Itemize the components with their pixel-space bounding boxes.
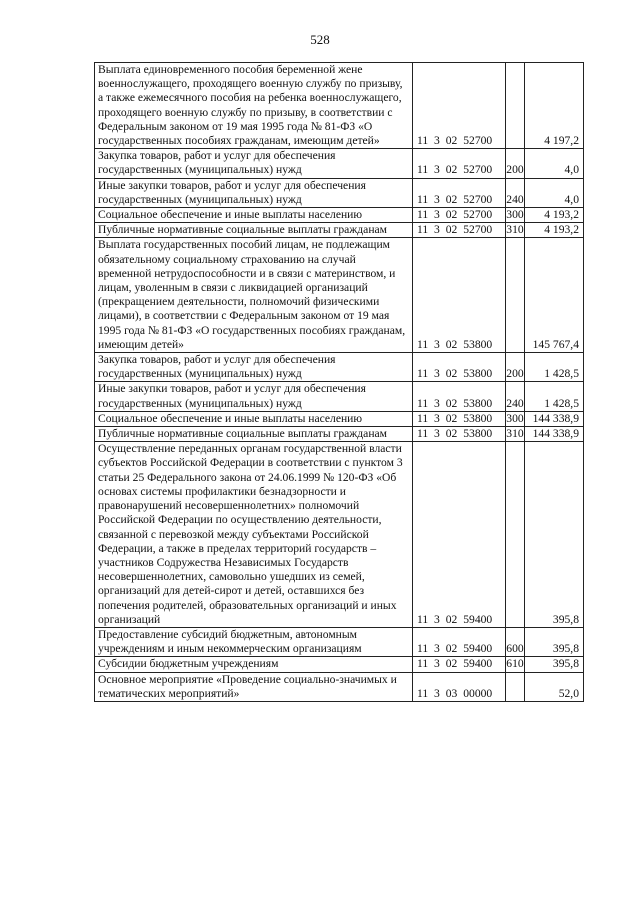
row-name-cell: Выплата единовременного пособия беременной жене военнослужащего, проходящего военную службу по призыву, а также ежемесячного пособия на ребенка военнослужащего, проходящего военную службу по призыву, в соответствии с Федеральным законом от 19 мая 1995 года № 81-ФЗ «О государственных пособиях гражданам, имеющим детей» [95,63,413,149]
row-code-cell: 11 3 02 52700 [413,208,506,223]
table-row [95,178,584,207]
row-type-cell: 310 [506,223,524,237]
row-type-cell [506,672,525,701]
row-type-cell: 200 [506,353,525,382]
table-row [95,657,584,672]
row-code-cell: 11 3 02 53800 [413,382,506,411]
table-row [95,627,584,656]
row-code-cell: 11 3 02 53800 [413,238,506,353]
page-number: 528 [310,32,330,47]
row-name-cell: Выплата государственных пособий лицам, не подлежащим обязательному социальному страхованию на случай временной нетрудоспособности и в связи с материнством, и лицам, уволенным в связи с ликвидацией организаций (прекращением деятельности, полномочий физическими лицами), в соответствии с Федеральным законом от 19 мая 1995 года № 81-ФЗ «О государственных пособиях гражданам, имеющим детей» [95,238,413,353]
row-name-cell: Социальное обеспечение и иные выплаты населению [95,208,413,223]
row-amount-cell: 395,8 [525,657,584,672]
row-name-cell: Предоставление субсидий бюджетным, автономным учреждениям и иным некоммерческим организациям [95,627,413,656]
row-name-cell: Осуществление переданных органам государственной власти субъектов Российской Федерации в соответствии с пунктом 3 статьи 25 Федерального закона от 24.06.1999 № 120-ФЗ «Об основах системы профилактики безнадзорности и правонарушений несовершеннолетних» полномочий Российской Федерации по осуществлению деятельности, связанной с перевозкой между субъектами Российской Федерации, а также в пределах территорий государств – участников Содружества Независимых Государств несовершеннолетних, самовольно ушедших из семей, организаций для детей-сирот и детей, оставшихся без попечения родителей, образовательных организаций и иных организаций [95,442,413,628]
table-row [95,427,584,442]
row-code-cell: 11 3 02 53800 [413,427,506,442]
row-type-cell: 240 [506,178,525,207]
row-name-cell: Публичные нормативные социальные выплаты гражданам [95,427,413,442]
row-name-cell: Социальное обеспечение и иные выплаты населению [95,411,413,426]
table-row [95,238,584,353]
row-name-cell: Иные закупки товаров, работ и услуг для обеспечения государственных (муниципальных) нужд [95,178,413,207]
row-amount-cell: 395,8 [525,442,584,628]
row-code-cell: 11 3 02 59400 [413,657,506,672]
table-row [95,208,584,223]
row-type-cell: 610 [506,657,524,671]
row-code-cell: 11 3 02 59400 [413,442,506,628]
row-name-cell: Закупка товаров, работ и услуг для обеспечения государственных (муниципальных) нужд [95,149,413,178]
row-name-cell: Основное мероприятие «Проведение социально-значимых и тематических мероприятий» [95,672,413,701]
row-type-cell [506,442,525,628]
budget-table [94,62,584,702]
row-code-cell: 11 3 02 52700 [413,178,506,207]
table-row [95,442,584,628]
row-type-cell: 310 [506,427,524,441]
row-amount-cell: 4 193,2 [525,208,584,223]
row-type-cell: 240 [506,382,525,411]
row-code-cell: 11 3 03 00000 [413,672,506,701]
row-name-cell: Публичные нормативные социальные выплаты гражданам [95,223,413,238]
row-type-cell: 200 [506,149,525,178]
row-type-cell [506,63,525,149]
table-row [95,382,584,411]
row-code-cell: 11 3 02 53800 [413,411,506,426]
table-row [95,223,584,238]
row-name-cell: Иные закупки товаров, работ и услуг для обеспечения государственных (муниципальных) нужд [95,382,413,411]
table-body [95,63,584,702]
row-amount-cell: 52,0 [525,672,584,701]
row-name-cell: Субсидии бюджетным учреждениям [95,657,413,672]
row-type-cell: 300 [506,208,524,222]
row-code-cell: 11 3 02 52700 [413,149,506,178]
table-row [95,63,584,149]
row-code-cell: 11 3 02 59400 [413,627,506,656]
row-code-cell: 11 3 02 52700 [413,223,506,238]
row-amount-cell: 1 428,5 [525,353,584,382]
row-amount-cell: 4,0 [525,149,584,178]
row-amount-cell: 145 767,4 [525,238,584,353]
row-name-cell: Закупка товаров, работ и услуг для обеспечения государственных (муниципальных) нужд [95,353,413,382]
table-row [95,149,584,178]
row-code-cell: 11 3 02 52700 [413,63,506,149]
table-row [95,411,584,426]
row-amount-cell: 4 193,2 [525,223,584,238]
row-amount-cell: 144 338,9 [525,411,584,426]
row-amount-cell: 4,0 [525,178,584,207]
row-type-cell [506,238,525,353]
row-code-cell: 11 3 02 53800 [413,353,506,382]
row-type-cell: 600 [506,627,525,656]
table-row [95,353,584,382]
row-amount-cell: 144 338,9 [525,427,584,442]
row-amount-cell: 4 197,2 [525,63,584,149]
row-amount-cell: 395,8 [525,627,584,656]
table-row [95,672,584,701]
row-type-cell: 300 [506,411,524,425]
row-amount-cell: 1 428,5 [525,382,584,411]
